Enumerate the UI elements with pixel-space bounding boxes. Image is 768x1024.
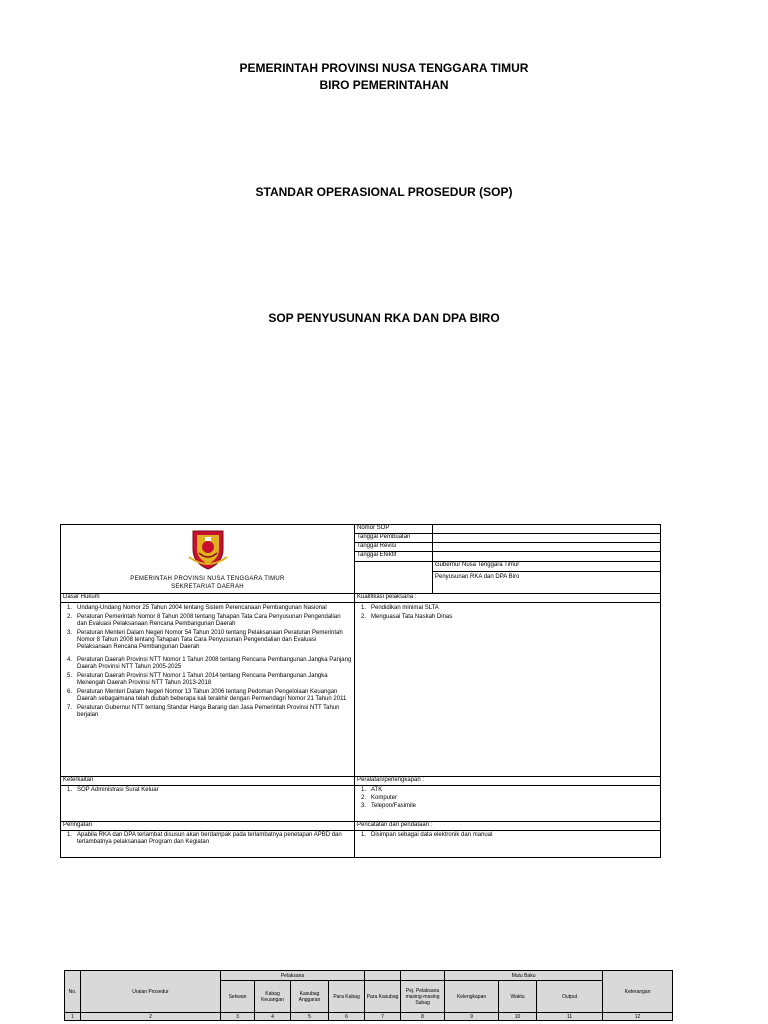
kualifikasi-body bbox=[355, 603, 661, 777]
sop-name: Penyusunan RKA dan DPA Biro bbox=[435, 573, 520, 580]
peringatan-body bbox=[61, 831, 355, 858]
document-title: STANDAR OPERASIONAL PROSEDUR (SOP) bbox=[255, 185, 513, 199]
col-keterangan: Keterangan bbox=[603, 971, 673, 1013]
org-name: PEMERINTAH PROVINSI NUSA TENGGARA TIMUR bbox=[130, 576, 285, 582]
list-item: 2. Komputer bbox=[361, 795, 398, 801]
col-number: 9 bbox=[445, 1013, 499, 1021]
provincial-emblem-icon bbox=[185, 527, 231, 571]
col-number: 11 bbox=[537, 1013, 603, 1021]
list-item: 1. SOP Administrasi Surat Keluar bbox=[67, 787, 159, 793]
col-number: 4 bbox=[255, 1013, 291, 1021]
group-pelaksana: Pelaksana bbox=[221, 971, 365, 981]
peralatan-heading: Peralatan/perlengkapan : bbox=[355, 777, 661, 786]
list-item: 1. Undang-Undang Nomor 25 Tahun 2004 tentang Sistem Perencanaan Pembangunan Nasional bbox=[67, 605, 327, 611]
col-number: 6 bbox=[329, 1013, 365, 1021]
col-uraian: Uraian Prosedur bbox=[81, 971, 221, 1013]
meta-label-nomor: Nomor SOP bbox=[355, 525, 433, 534]
meta-label-tgl-revisi: Tanggal Revisi bbox=[355, 543, 433, 552]
dasar-hukum-heading: Dasar Hukum bbox=[61, 594, 355, 603]
list-item: 1. Apabila RKA dan DPA terlambat disusun akan berdampak pada terlambatnya penetapan APBD dan terlambatnya pelaksanaan Program dan Kegiatan bbox=[67, 832, 342, 845]
col-number: 3 bbox=[221, 1013, 255, 1021]
meta-empty-cell bbox=[355, 561, 433, 594]
meta-label-tgl-pembuatan: Tanggal Pembuatan bbox=[355, 534, 433, 543]
group-pelaksana-blank-1 bbox=[365, 971, 401, 981]
list-item: 3. Peraturan Menteri Dalam Negeri Nomor 54 Tahun 2010 tentang Pelaksanaan Peraturan Pemerintah Nomor 8 Tahun 2008 tentang Tahapan Tata Cara Penyusunan Pengendalian dan Evaluasi Pelaksanaan Rencana Pembangunan Daerah bbox=[67, 630, 343, 650]
list-item: 1. Pendidikan minimal SLTA bbox=[361, 605, 439, 611]
list-item: 5. Peraturan Daerah Provinsi NTT Nomor 1 Tahun 2014 tentang Rencana Pembangunan Jangka Menengah Daerah Provinsi NTT Tahun 2013-2018 bbox=[67, 673, 328, 686]
col-number: 8 bbox=[401, 1013, 445, 1021]
col-sekwan: Sekwan bbox=[221, 981, 255, 1013]
dasar-hukum-body bbox=[61, 603, 355, 777]
col-waktu: Waktu bbox=[499, 981, 537, 1013]
group-mutu-baku: Mutu Baku bbox=[445, 971, 603, 981]
col-kasubag-anggaran: Kasubag Anggaran bbox=[291, 981, 329, 1013]
col-pej-pelaksana: Pej. Pelaksana masing-masing Subag bbox=[401, 981, 445, 1013]
col-number: 5 bbox=[291, 1013, 329, 1021]
col-number: 2 bbox=[81, 1013, 221, 1021]
list-item: 1. ATK bbox=[361, 787, 383, 793]
peringatan-heading: Peringatan bbox=[61, 822, 355, 831]
pencatatan-body bbox=[355, 831, 661, 858]
col-kabag-keuangan: Kabag Keuangan bbox=[255, 981, 291, 1013]
identity-block bbox=[61, 525, 355, 594]
meta-value-tgl-revisi bbox=[433, 543, 661, 552]
list-item: 4. Peraturan Daerah Provinsi NTT Nomor 1 Tahun 2008 tentang Rencana Pembangunan Jangka Panjang Daerah Provinsi NTT Tahun 2005-2025 bbox=[67, 657, 352, 670]
col-number: 12 bbox=[603, 1013, 673, 1021]
header-line-2: BIRO PEMERINTAHAN bbox=[319, 78, 449, 92]
meta-value-nomor bbox=[433, 525, 661, 534]
list-item: 3. Telepon/Fasimile bbox=[361, 803, 417, 809]
col-no: No. bbox=[65, 971, 81, 1013]
col-kelengkapan: Kelengkapan bbox=[445, 981, 499, 1013]
approver-block bbox=[433, 561, 661, 594]
sop-title: SOP PENYUSUNAN RKA DAN DPA BIRO bbox=[268, 311, 500, 325]
meta-value-tgl-pembuatan bbox=[433, 534, 661, 543]
list-item: 7. Peraturan Gubernur NTT tentang Standar Harga Barang dan Jasa Pemerintah Provinsi NTT Tahun berjalan bbox=[67, 705, 340, 718]
col-number: 1 bbox=[65, 1013, 81, 1021]
list-item: 2. Peraturan Pemerintah Nomor 8 Tahun 2008 tentang Tahapan Tata Cara Penyusunan Pengendalian dan Evaluasi Pelaksanaan Rencana Pembangunan Daerah bbox=[67, 614, 341, 627]
list-item: 1. Disimpan sebagai data elektronik dan manual bbox=[361, 832, 493, 838]
col-output: Output bbox=[537, 981, 603, 1013]
meta-value-tgl-efektif bbox=[433, 552, 661, 561]
list-item: 6. Peraturan Menteri Dalam Negeri Nomor 13 Tahun 2006 tentang Pedoman Pengelolaan Keuangan Daerah sebagaimana telah diubah beberapa kali terakhir dengan Permendagri Nomor 21 Tahun 2011 bbox=[67, 689, 347, 702]
peralatan-body bbox=[355, 786, 661, 822]
pencatatan-heading: Pencatatan dan pendataan : bbox=[355, 822, 661, 831]
approver-name: Gubernur Nusa Tenggara Timur bbox=[433, 562, 660, 572]
col-number: 7 bbox=[365, 1013, 401, 1021]
col-para-kabag: Para Kabag bbox=[329, 981, 365, 1013]
kualifikasi-heading: Kualifikasi pelaksana : bbox=[355, 594, 661, 603]
meta-label-tgl-efektif: Tanggal Efektif bbox=[355, 552, 433, 561]
col-number: 10 bbox=[499, 1013, 537, 1021]
keterkaitan-body bbox=[61, 786, 355, 822]
procedure-table bbox=[64, 970, 673, 1021]
org-unit: SEKRETARIAT DAERAH bbox=[171, 584, 244, 590]
header-line-1: PEMERINTAH PROVINSI NUSA TENGGARA TIMUR bbox=[239, 61, 529, 75]
group-pelaksana-blank-2 bbox=[401, 971, 445, 981]
list-item: 2. Menguasai Tata Naskah Dinas bbox=[361, 614, 453, 620]
sop-info-table bbox=[60, 524, 661, 858]
keterkaitan-heading: Keterkaitan bbox=[61, 777, 355, 786]
col-para-kasubag: Para Kasubag bbox=[365, 981, 401, 1013]
